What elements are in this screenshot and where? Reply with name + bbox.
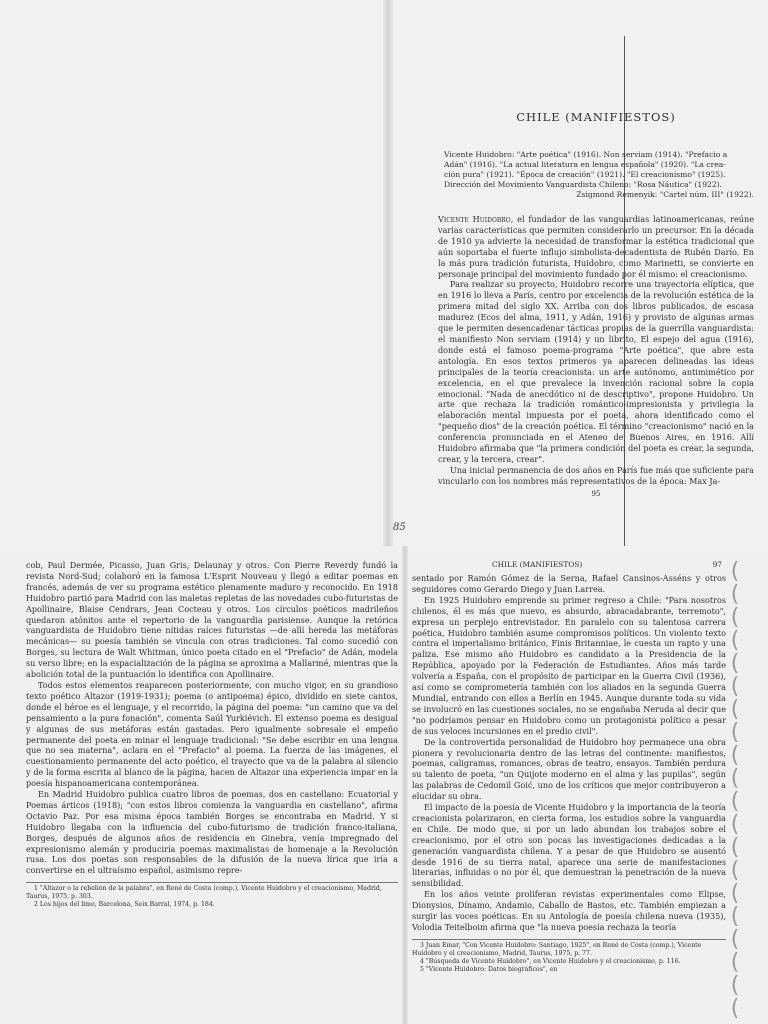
page-number: 97 <box>712 560 722 569</box>
epigraph-line: Adán" (1916). "La actual literatura en lengua española" (1920). "La crea- <box>444 160 726 169</box>
upper-right-page <box>438 88 754 498</box>
epigraph-line: Dirección del Movimiento Vanguardista Chileno: "Rosa Náutica" (1922). <box>444 180 723 189</box>
epigraph-line: Vicente Huidobro: "Arte poética" (1916). Non serviam (1914). "Prefacio a <box>444 150 728 159</box>
paragraph: Todos estos elementos reaparecen posteriormente, con mucho vigor, en su grandioso texto poético Altazor (1919-1931); poema (o antipoema) épico, dividido en siete cantos, donde el héroe es el lenguaje, y el recorrido, la página del poema: "un camino que va del pensamiento a la pura fonación", comenta Saúl Yurkiévich. El extenso poema es desigual y algunas de sus metáforas están gastadas. Pero igualmente sobresale el empeño permanente del poeta en minar el lenguaje tradicional: "Se debe escribir en una lengua que no sea materna", aclara en el "Prefacio" al poema. La fuerza de las imágenes, el cuestionamiento permanente del acto poético, el trayecto que va de la palabra al silencio y de la forma escrita al blanco de la página, hacen de Altazor una experiencia impar en la poesía hispanoamericana contemporánea. <box>26 679 398 789</box>
paragraph: Vicente Huidobro, el fundador de las vanguardias latinoamericanas, reúne varias características que permiten considerarlo un precursor. En la década de 1910 ya advierte la necesidad de transformar la estética tradicional que aún soportaba el fuerte influjo simbolista-decadentista de Rubén Darío. En la más pura tradición futurista, Huidobro, como Marinetti, se convierte en personaje principal del movimiento fundado por él mismo: el creacionismo. <box>438 214 755 279</box>
paragraph: En los años veinte proliferan revistas experimentales como Elipse, Dionysios, Dínamo, Andamio, Caballo de Bastos, etc. También empiezan a surgir las voces poéticas. En su Antología de poesía chilena nueva (1935), Volodia Teitelboim afirma que "la nueva poesía rechaza la teoría <box>412 889 726 932</box>
footnote: 2 Los hijos del limo, Barcelona, Seix Barral, 1974, p. 184. <box>34 901 215 909</box>
footnotes <box>412 939 726 974</box>
paragraph: En Madrid Huidobro publica cuatro libros de poemas, dos en castellano: Ecuatorial y Poemas árticos (1918); "con estos libros comienza la vanguardia en castellano", afirma Octavio Paz. Por esa misma época también Borges se encontraba en Madrid. Y si Huidobro llegaba con la influencia del cubo-futurismo de tradición franco-italiana, Borges, después de algunos años de residencia en Ginebra, venía impregnado del expresionismo alemán y produciría poemas maximalistas de homenaje a la Revolución rusa. Los dos poetas son responsables de la difusión de la nueva lírica que iría a convertirse en el ultraísmo español, asimismo repre- <box>26 789 398 876</box>
running-head <box>412 560 726 569</box>
footnote: 5 "Vicente Huidobro: Datos biográficos", en <box>420 965 558 973</box>
paragraph: De la controvertida personalidad de Huidobro hoy permanece una obra pionera y revolucionaria dentro de las letras del continente: manifiestos, poemas, caligramas, romances, obras de teatro, ensayos. También perdura su talento de poeta, "un Quijote moderno en el alma y las pupilas", según las palabras de Cedomil Goić, uno de los críticos que mejor contribuyeron a elucidar su obra. <box>412 736 726 802</box>
paragraph: En 1925 Huidobro emprende su primer regreso a Chile: "Para nosotros chilenos, él es más que nuevo, es absurdo, abracadabrante, terremoto", expresa un perplejo entrevistador. En paralelo con su talentosa carrera poética, Huidobro también asume compromisos políticos. Un violento texto contra el imperialismo británico, Finis Britanniae, le cuesta un rapto y una paliza. Ese mismo año Huidobro es candidato a la Presidencia de la República, apoyado por la Federación de Estudiantes. Años más tarde volvería a España, con el propósito de participar en la Guerra Civil (1936), así como se comprometería también con los aliados en la segunda Guerra Mundial, entrando con ellos a Berlín en 1945. Aunque durante toda su vida se involucró en las cuestiones sociales, no se engañaba Neruda al decir que "no podríamos pensar en Huidobro como un protagonista político a pesar de sus veloces incursiones en el predio civil". <box>412 594 726 736</box>
epigraph-line: ción pura" (1921). "Época de creación" (1921). "El creacionismo" (1925). <box>444 170 726 179</box>
upper-page-body <box>438 214 754 487</box>
lead-name: Vicente Huidobro <box>438 214 511 224</box>
paragraph: Una inicial permanencia de dos años en París fue más que suficiente para vincularlo con los nombres más representativos de la época: Max Ja- <box>438 464 754 486</box>
lower-binding-shadow <box>402 546 408 1024</box>
lower-right-body <box>412 573 726 933</box>
footnote: 4 "Búsqueda de Vicente Huidobro", en Vicente Huidobro y el creacionismo, p. 116. <box>420 957 681 965</box>
margin-note: 85 <box>393 522 406 533</box>
paragraph: sentado por Ramón Gómez de la Serna, Rafael Cansinos-Asséns y otros seguidores como Gerardo Diego y Juan Larrea. <box>412 573 726 594</box>
lower-left-body <box>26 560 398 876</box>
running-head-title: CHILE (MANIFIESTOS) <box>492 560 583 569</box>
paragraph: El impacto de la poesía de Vicente Huidobro y la importancia de la teoría creacionista polarizaron, en cierta forma, los estudios sobre la vanguardia en Chile. De modo que, si por un lado abundan los trabajos sobre el creacionismo, por el otro son pocas las investigaciones dedicadas a la generación vanguardista chilena. Y a pesar de que Huidobro se ausentó desde 1916 de su tierra natal, aparece una serie de manifestaciones literarias, influidas o no por él, que demuestran la penetración de la nueva sensibilidad. <box>412 802 726 889</box>
upper-binding-shadow <box>383 0 393 546</box>
epigraph-list <box>438 150 754 200</box>
lower-left-page <box>26 560 398 909</box>
footnotes <box>26 882 398 909</box>
page-number: 95 <box>591 489 601 498</box>
paragraph: cob, Paul Dermée, Picasso, Juan Gris, Delaunay y otros. Con Pierre Reverdy fundó la revista Nord-Sud; colaboró en la famosa L'Esprit Nouveau y llegó a editar poemas en francés, además de ver su programa estético plenamente maduro y reconocido. En 1918 Huidobro partió para Madrid con las maletas repletas de las novedades cubo-futuristas de Apollinaire, Blaise Cendrars, Jean Cocteau y otros. Los círculos poéticos madrileños quedaron atónitos ante el repertorio de la vanguardia parisiense. Aunque la retórica vanguardista de Huidobro tiene nítidas raíces futuristas —de allí hereda las metáforas mecánicas— su poesía también se vincula con otras tradiciones. Tal como sucedió con Borges, su lectura de Walt Whitman, único poeta citado en el "Prefacio" de Adán, modela su verso libre; en la espacialización de la página se aproxima a Mallarmé, mientras que la abolición total de la puntuación lo identifica con Apollinaire. <box>26 560 398 680</box>
footnote: 1 "Altazor o la rebelión de la palabra", en René de Costa (comp.), Vicente Huidobro y el creacionismo, Madrid, Taurus, 1975, p. 303. <box>26 885 382 901</box>
epigraph-line: Zsigmond Remenyik: "Cartel núm. III" (1922). <box>576 190 754 199</box>
edge-scan-marks: ( ( ( ( ( ( ( ( ( ( ( ( ( ( ( ( ( ( ( ( <box>728 559 742 1021</box>
footnote: 3 Juan Emar, "Con Vicente Huidobro: Santiago, 1925", en René de Costa (comp.), Vicente Huidobro y el creacionismo, Madrid, Taurus, 1975, p. 77. <box>412 941 702 957</box>
lower-right-page <box>412 560 726 974</box>
paragraph: Para realizar su proyecto, Huidobro recorre una trayectoria elíptica, que en 1916 lo lleva a París, centro por excelencia de la revolución estética de la primera mitad del siglo XX. Arriba con dos libros publicados, de escasa madurez (Ecos del alma, 1911, y Adán, 1916) y provisto de algunas armas que le permiten desencadenar tácticas propias de la guerrilla vanguardista: el manifiesto Non serviam (1914) y un librito, El espejo del agua (1916), donde está el famoso poema-programa "Arte poética", que abre esta antología. En esos textos primeros ya aparecen delineadas las ideas principales de la teoría creacionista: un arte autónomo, antimimético por excelencia, en el que prevalece la invención racional sobre la copia emocional. "Nada de anecdótico ni de descriptivo", propone Huidobro. Un arte que rechaza la tradición romántico-impresionista y privilegia la elaboración mental impuesta por el poeta, ahora identificado como el "pequeño dios" de la creación poética. El término "creacionismo" nació en la conferencia pronunciada en el Ateneo de Buenos Aires, en 1916. Allí Huidobro afirmaba que "la primera condición del poeta es crear, la segunda, crear, y la tercera, crear". <box>438 279 754 464</box>
section-title: CHILE (MANIFIESTOS) <box>516 110 676 124</box>
